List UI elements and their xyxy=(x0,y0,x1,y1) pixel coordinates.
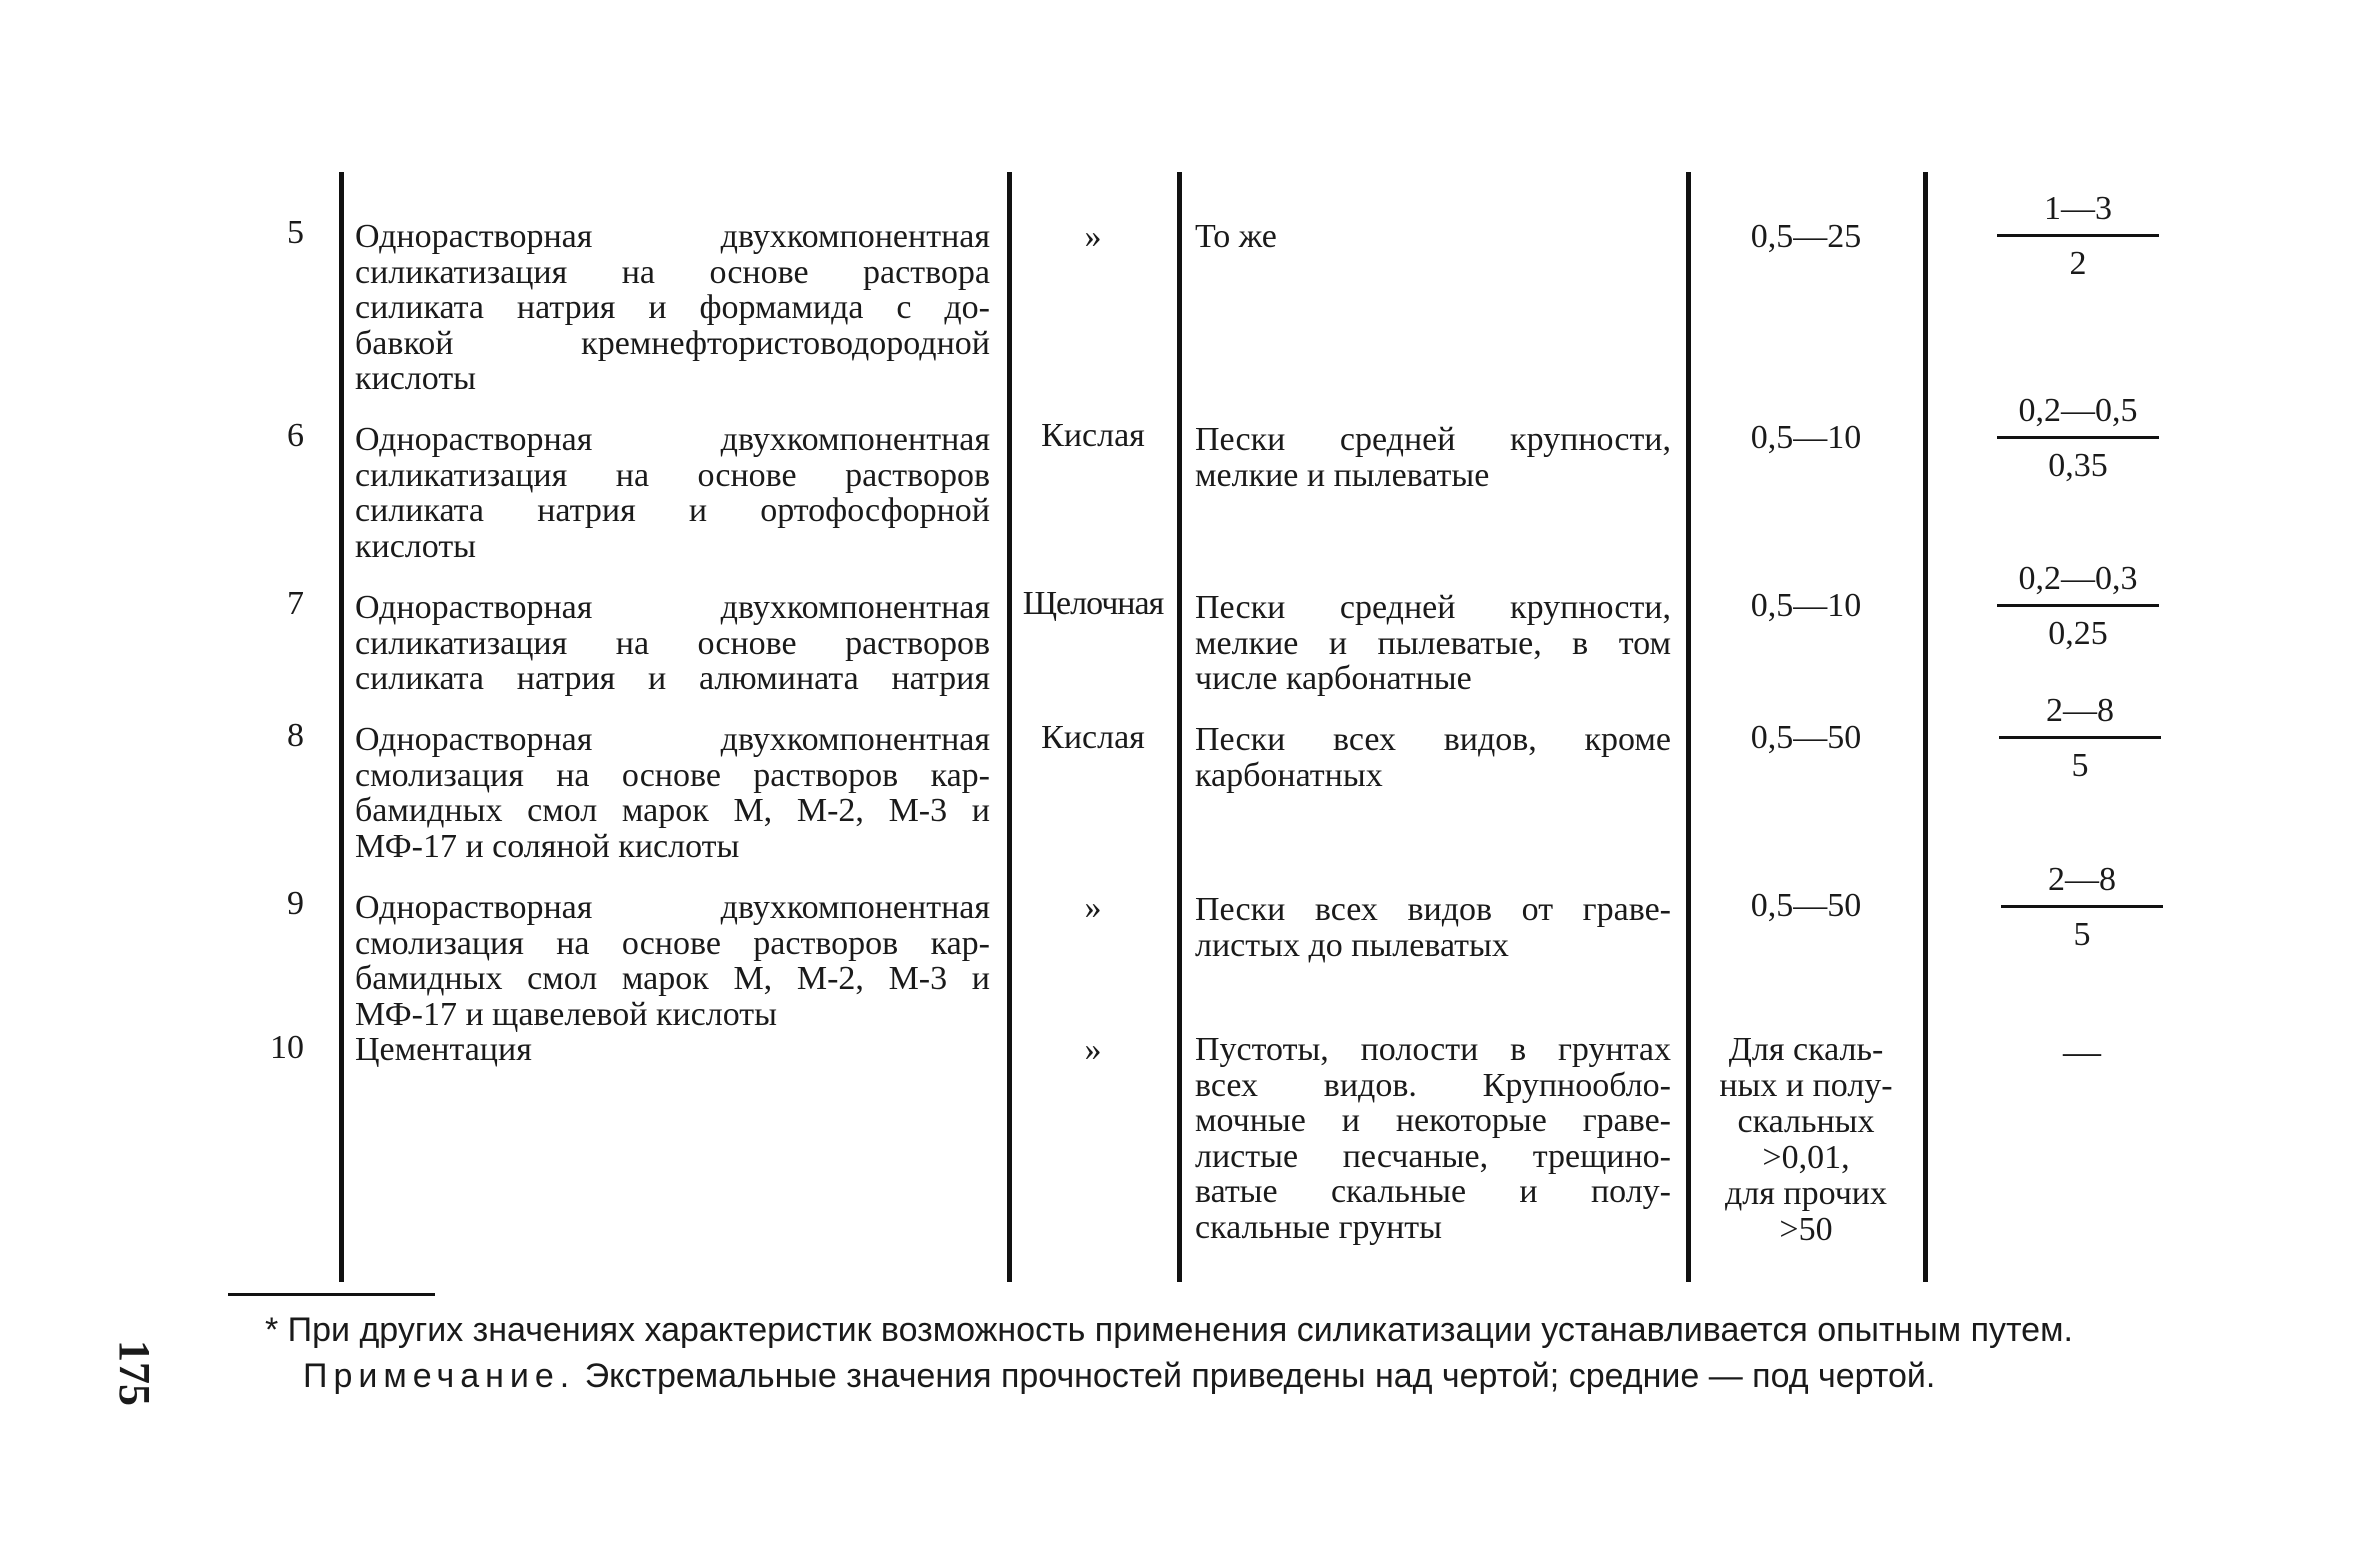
soil-line: ватые скальные и полу- xyxy=(1195,1173,1671,1210)
permeability-line: 0,5—10 xyxy=(1750,419,1862,456)
soil-line: карбонатных xyxy=(1195,756,1383,794)
method-line: бамидных смол марок М, М-2, М-3 и xyxy=(355,960,990,997)
fraction-bar xyxy=(1997,234,2159,237)
method-line: кислоты xyxy=(355,527,477,565)
method-line: силикатизация на основе растворов xyxy=(355,624,990,662)
strength-mean: 0,25 xyxy=(2048,615,2108,652)
soil-line: всех видов. Крупнообло- xyxy=(1195,1066,1671,1104)
reaction-cell: Щелочная xyxy=(1022,585,1164,622)
permeability-line: 0,5—10 xyxy=(1750,587,1862,624)
row-number: 6 xyxy=(287,417,304,454)
method-name xyxy=(355,1032,990,1068)
footnote: * При других значениях характеристик возможность применения силикатизации устанавливается опытным путем. xyxy=(265,1311,2073,1349)
soil-line: числе карбонатные xyxy=(1195,660,1472,697)
fraction-bar xyxy=(1997,436,2159,439)
method-line: смолизация на основе растворов кар- xyxy=(355,924,990,962)
soil-cell xyxy=(1195,590,1671,697)
row-number: 7 xyxy=(287,585,304,622)
permeability-line: Для скаль- xyxy=(1728,1031,1884,1068)
strength-extreme: 0,2—0,5 xyxy=(2018,392,2138,429)
method-line: силикатизация на основе раствора xyxy=(355,253,990,291)
strength-mean: 0,35 xyxy=(2048,447,2108,484)
soil-line: листые песчаные, трещино- xyxy=(1195,1137,1671,1175)
permeability-line: ных и полу- xyxy=(1719,1067,1893,1104)
method-line: смолизация на основе растворов кар- xyxy=(355,756,990,794)
soil-line: мочные и некоторые граве- xyxy=(1195,1102,1671,1139)
row-number: 9 xyxy=(287,885,304,922)
method-line: силиката натрия и ортофосфорной xyxy=(355,492,990,529)
soil-cell xyxy=(1195,422,1671,493)
row-number: 5 xyxy=(287,214,304,251)
method-line: Цементация xyxy=(355,1031,532,1068)
method-line: Однорастворная двухкомпонентная xyxy=(355,218,990,255)
strength-mean: 2 xyxy=(2069,245,2087,282)
note-label: Примечание. xyxy=(303,1357,576,1395)
permeability-line: для прочих xyxy=(1724,1175,1887,1212)
permeability-cell xyxy=(1690,219,1922,255)
permeability-line: 0,5—50 xyxy=(1750,719,1862,756)
row-number: 8 xyxy=(287,717,304,754)
soil-line: Пески всех видов, кроме xyxy=(1195,721,1671,758)
method-line: бамидных смол марок М, М-2, М-3 и xyxy=(355,792,990,829)
row-number: 10 xyxy=(270,1029,304,1066)
strength-fraction xyxy=(1993,392,2163,485)
strength-extreme: 2—8 xyxy=(2048,861,2116,898)
reaction-cell: » xyxy=(1084,1031,1102,1068)
permeability-cell xyxy=(1690,420,1922,456)
method-line: Однорастворная двухкомпонентная xyxy=(355,421,990,458)
soil-line: Пески всех видов от граве- xyxy=(1195,891,1671,928)
method-line: Однорастворная двухкомпонентная xyxy=(355,589,990,626)
soil-cell xyxy=(1195,1032,1671,1245)
reaction-cell: » xyxy=(1084,218,1102,255)
reaction-cell: Кислая xyxy=(1041,719,1145,756)
strength-mean: 5 xyxy=(2071,747,2089,784)
strength-fraction xyxy=(1993,190,2163,283)
note xyxy=(303,1356,1935,1396)
fraction-bar xyxy=(1999,736,2161,739)
strength-dash: — xyxy=(2063,1031,2101,1073)
strength-fraction xyxy=(1997,861,2167,954)
column-rule xyxy=(1177,172,1182,1282)
soil-cell xyxy=(1195,892,1671,963)
method-line: Однорастворная двухкомпонентная xyxy=(355,721,990,758)
strength-fraction xyxy=(1993,560,2163,653)
method-line: МФ-17 и соляной кислоты xyxy=(355,827,740,865)
method-name xyxy=(355,890,990,1032)
permeability-line: >50 xyxy=(1779,1211,1833,1248)
method-name xyxy=(355,590,990,697)
method-line: силикатизация на основе растворов xyxy=(355,456,990,494)
soil-line: Пески средней крупности, xyxy=(1195,421,1671,458)
strength-fraction xyxy=(1995,692,2165,785)
permeability-cell xyxy=(1690,1032,1922,1248)
permeability-cell xyxy=(1690,888,1922,924)
permeability-cell xyxy=(1690,720,1922,756)
method-name xyxy=(355,722,990,864)
permeability-line: скальных xyxy=(1737,1103,1875,1140)
soil-line: листых до пылеватых xyxy=(1195,926,1509,964)
soil-line: скальные грунты xyxy=(1195,1208,1442,1246)
strength-extreme: 2—8 xyxy=(2046,692,2114,729)
page-number: 175 xyxy=(110,1340,159,1406)
soil-line: То же xyxy=(1195,218,1277,255)
strength-mean: 5 xyxy=(2073,916,2091,953)
method-line: кислоты xyxy=(355,360,477,397)
reaction-cell: » xyxy=(1084,889,1102,926)
footnote-rule xyxy=(228,1293,435,1296)
fraction-bar xyxy=(1997,604,2159,607)
soil-line: мелкие и пылеватые xyxy=(1195,456,1490,494)
method-line: МФ-17 и щавелевой кислоты xyxy=(355,995,777,1033)
method-line: силиката натрия и алюмината натрия xyxy=(355,660,990,697)
strength-extreme: 0,2—0,3 xyxy=(2018,560,2138,597)
method-name xyxy=(355,219,990,397)
soil-cell xyxy=(1195,219,1671,255)
fraction-bar xyxy=(2001,905,2163,908)
method-name xyxy=(355,422,990,564)
soil-line: мелкие и пылеватые, в том xyxy=(1195,624,1671,662)
soil-line: Пустоты, полости в грунтах xyxy=(1195,1031,1671,1068)
note-text: Экстремальные значения прочностей приведены над чертой; средние — под чертой. xyxy=(575,1357,1936,1395)
column-rule xyxy=(1923,172,1928,1282)
permeability-cell xyxy=(1690,588,1922,624)
strength-extreme: 1—3 xyxy=(2044,190,2112,227)
permeability-line: 0,5—25 xyxy=(1750,218,1862,255)
permeability-line: >0,01, xyxy=(1762,1139,1850,1176)
method-line: Однорастворная двухкомпонентная xyxy=(355,889,990,926)
soil-line: Пески средней крупности, xyxy=(1195,589,1671,626)
column-rule xyxy=(339,172,344,1282)
method-line: силиката натрия и формамида с до- xyxy=(355,289,990,326)
reaction-cell: Кислая xyxy=(1041,417,1145,454)
soil-cell xyxy=(1195,722,1671,793)
method-line: бавкой кремнефтористоводородной xyxy=(355,324,990,362)
permeability-line: 0,5—50 xyxy=(1750,887,1862,924)
